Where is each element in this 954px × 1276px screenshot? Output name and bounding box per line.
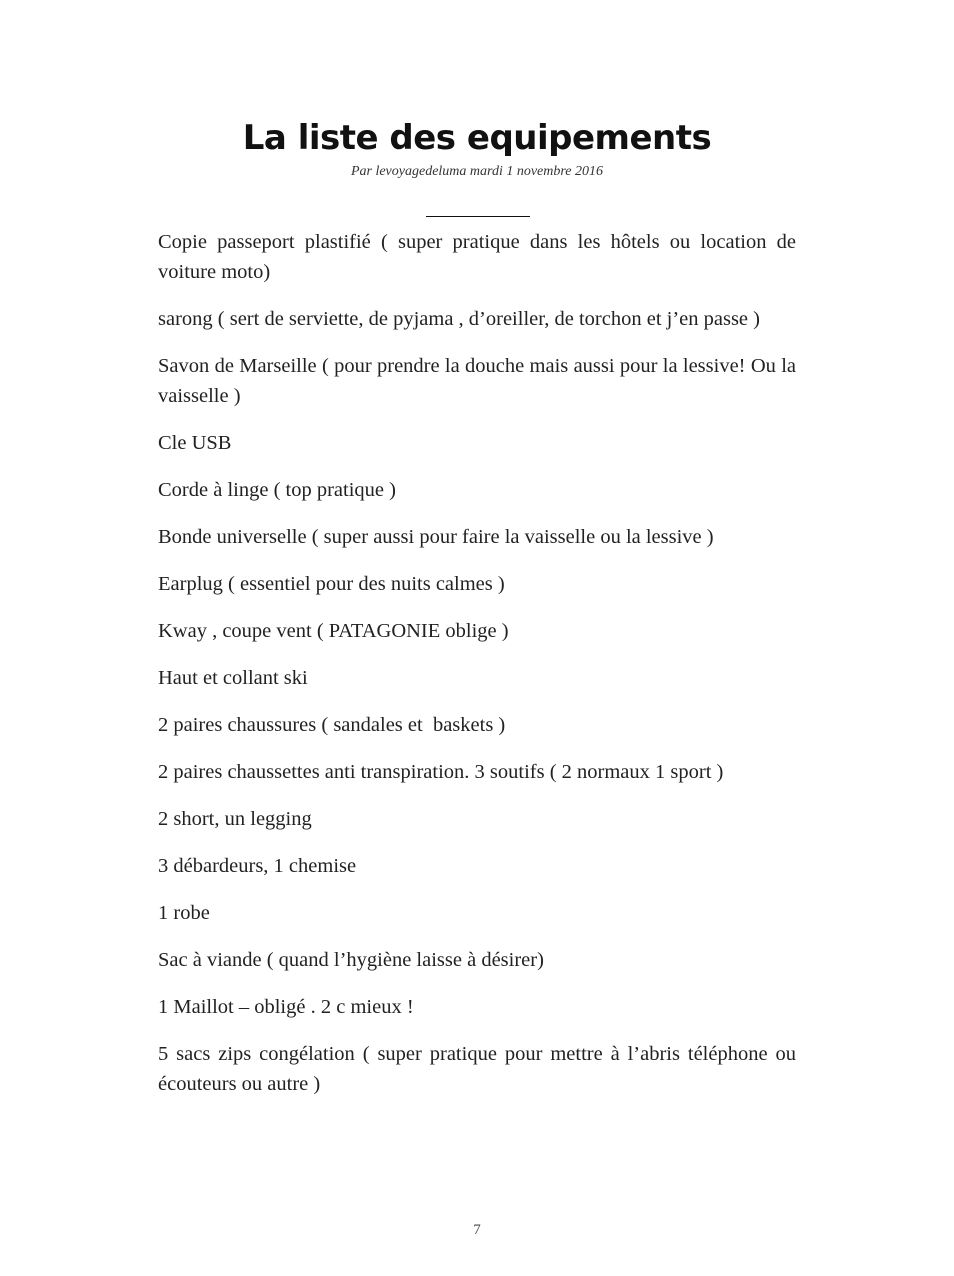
list-item: 2 paires chaussures ( sandales et baskets ) — [158, 714, 506, 736]
page-title: La liste des equipements — [242, 118, 712, 158]
list-item: Corde à linge ( top pratique ) — [158, 479, 396, 501]
list-item: Savon de Marseille ( pour prendre la douche mais aussi pour la lessive! Ou la vaisselle ) — [158, 355, 796, 407]
list-item: Haut et collant ski — [158, 667, 308, 689]
list-item: Bonde universelle ( super aussi pour faire la vaisselle ou la lessive ) — [158, 526, 714, 548]
page-number: 7 — [473, 1222, 481, 1238]
list-item: 5 sacs zips congélation ( super pratique pour mettre à l’abris téléphone ou écouteurs ou autre ) — [158, 1043, 796, 1095]
list-item: Sac à viande ( quand l’hygiène laisse à désirer) — [158, 949, 544, 971]
list-item: 1 Maillot – obligé . 2 c mieux ! — [158, 996, 414, 1018]
list-item: 3 débardeurs, 1 chemise — [158, 855, 357, 877]
list-item: sarong ( sert de serviette, de pyjama , d’oreiller, de torchon et j’en passe ) — [158, 308, 760, 330]
list-item: Copie passeport plastifié ( super pratique dans les hôtels ou location de voiture moto) — [158, 231, 796, 283]
title-separator — [426, 216, 530, 217]
byline: Par levoyagedeluma mardi 1 novembre 2016 — [350, 164, 604, 179]
list-item: 1 robe — [158, 902, 210, 924]
list-item: 2 short, un legging — [158, 808, 312, 830]
equipment-list — [158, 227, 796, 1116]
list-item: 2 paires chaussettes anti transpiration. 3 soutifs ( 2 normaux 1 sport ) — [158, 761, 724, 783]
list-item: Kway , coupe vent ( PATAGONIE oblige ) — [158, 620, 509, 642]
list-item: Cle USB — [158, 432, 232, 454]
list-item: Earplug ( essentiel pour des nuits calmes ) — [158, 573, 505, 595]
